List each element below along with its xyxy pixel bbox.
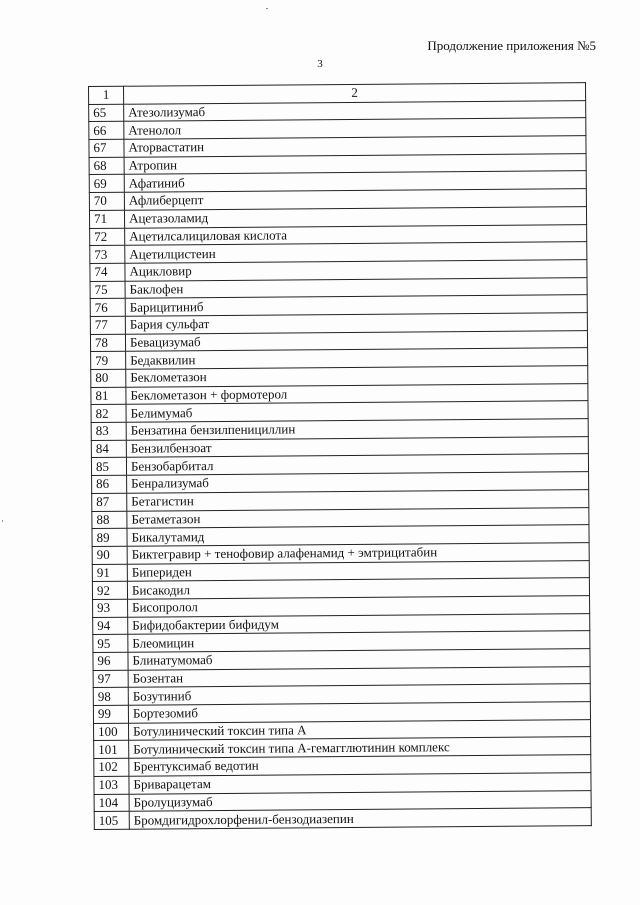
- row-number: 90: [92, 546, 127, 564]
- drug-name: Бикалутамид: [127, 525, 589, 546]
- drug-name: Ацетазоламид: [124, 206, 586, 227]
- row-number: 69: [89, 175, 124, 193]
- drug-name: Беклометазон + формотерол: [126, 383, 588, 404]
- row-number: 73: [90, 245, 125, 263]
- drug-name: Бортезомиб: [128, 702, 590, 723]
- row-number: 94: [93, 617, 128, 635]
- row-number: 103: [94, 776, 129, 794]
- row-number: 95: [93, 635, 128, 653]
- drug-name: Бензобарбитал: [126, 454, 588, 475]
- drug-name: Бария сульфат: [125, 313, 587, 334]
- drug-name: Атропин: [124, 153, 586, 174]
- drug-name: Брентуксимаб ведотин: [129, 755, 591, 776]
- drug-name: Бетагистин: [127, 489, 589, 510]
- scan-edge-mark: [2, 520, 3, 522]
- row-number: 85: [91, 458, 126, 476]
- row-number: 68: [89, 157, 124, 175]
- drug-name: Атенолол: [124, 118, 586, 139]
- drug-name: Баклофен: [125, 277, 587, 298]
- row-number: 71: [89, 210, 124, 228]
- drug-name: Ацетилцистеин: [125, 242, 587, 263]
- row-number: 105: [94, 811, 129, 829]
- row-number: 89: [92, 528, 127, 546]
- row-number: 88: [92, 511, 127, 529]
- row-number: 74: [90, 263, 125, 281]
- row-number: 100: [94, 723, 129, 741]
- drug-name: Бевацизумаб: [125, 330, 587, 351]
- row-number: 102: [94, 758, 129, 776]
- drug-name: Бозентан: [128, 666, 590, 687]
- drug-name: Блеомицин: [128, 631, 590, 652]
- drug-name: Бифидобактерии бифидум: [128, 613, 590, 634]
- drug-name: Афатиниб: [124, 171, 586, 192]
- row-number: 76: [90, 298, 125, 316]
- drug-name: Беклометазон: [126, 366, 588, 387]
- page-number: 3: [317, 58, 323, 70]
- row-number: 77: [90, 316, 125, 334]
- row-number: 98: [93, 688, 128, 706]
- row-number: 99: [93, 705, 128, 723]
- row-number: 87: [92, 493, 127, 511]
- drug-name: Бензатина бензилпенициллин: [126, 419, 588, 440]
- drug-name: Бензилбензоат: [126, 436, 588, 457]
- row-number: 96: [93, 652, 128, 670]
- drug-name: Белимумаб: [126, 401, 588, 422]
- drug-name: Аторвастатин: [124, 136, 586, 157]
- column-header-name: 2: [124, 83, 586, 104]
- row-number: 93: [93, 599, 128, 617]
- scan-speck: [266, 8, 268, 9]
- drug-name: Бисопролол: [128, 596, 590, 617]
- drug-name: Бисакодил: [127, 578, 589, 599]
- row-number: 83: [91, 422, 126, 440]
- drug-name: Барицитиниб: [125, 295, 587, 316]
- drug-name: Бенрализумаб: [127, 472, 589, 493]
- continuation-note: Продолжение приложения №5: [427, 38, 596, 53]
- drug-name: Ацикловир: [125, 259, 587, 280]
- row-number: 82: [91, 405, 126, 423]
- drug-name: Бедаквилин: [126, 348, 588, 369]
- row-number: 91: [92, 564, 127, 582]
- column-header-number: 1: [89, 86, 124, 104]
- row-number: 78: [90, 334, 125, 352]
- drug-name: Ацетилсалициловая кислота: [125, 224, 587, 245]
- drug-name: Ботулинический токсин типа А: [129, 719, 591, 740]
- row-number: 79: [91, 352, 126, 370]
- drug-name: Бетаметазон: [127, 507, 589, 528]
- row-number: 84: [91, 440, 126, 458]
- drug-name: Биктегравир + тенофовир алафенамид + эмтрицитабин: [127, 542, 589, 563]
- drug-name: Атезолизумаб: [124, 100, 586, 121]
- drug-list-table: [88, 82, 592, 830]
- row-number: 72: [90, 228, 125, 246]
- drug-name: Бролуцизумаб: [129, 790, 591, 811]
- drug-name: Блинатумомаб: [128, 649, 590, 670]
- row-number: 70: [89, 192, 124, 210]
- row-number: 65: [89, 104, 124, 122]
- row-number: 75: [90, 281, 125, 299]
- drug-name: Бриварацетам: [129, 772, 591, 793]
- drug-name: Бипериден: [127, 560, 589, 581]
- row-number: 97: [93, 670, 128, 688]
- row-number: 104: [94, 794, 129, 812]
- row-number: 86: [92, 475, 127, 493]
- drug-name: Ботулинический токсин типа А-гемагглютинин комплекс: [129, 737, 591, 758]
- row-number: 66: [89, 122, 124, 140]
- drug-name: Афлиберцепт: [124, 189, 586, 210]
- row-number: 92: [92, 581, 127, 599]
- table-row: [94, 808, 591, 830]
- row-number: 67: [89, 139, 124, 157]
- table-body: [89, 100, 592, 829]
- row-number: 80: [91, 369, 126, 387]
- row-number: 101: [94, 741, 129, 759]
- row-number: 81: [91, 387, 126, 405]
- drug-name: Бозутиниб: [128, 684, 590, 705]
- drug-name: Бромдигидрохлорфенил-бензодиазепин: [129, 808, 591, 829]
